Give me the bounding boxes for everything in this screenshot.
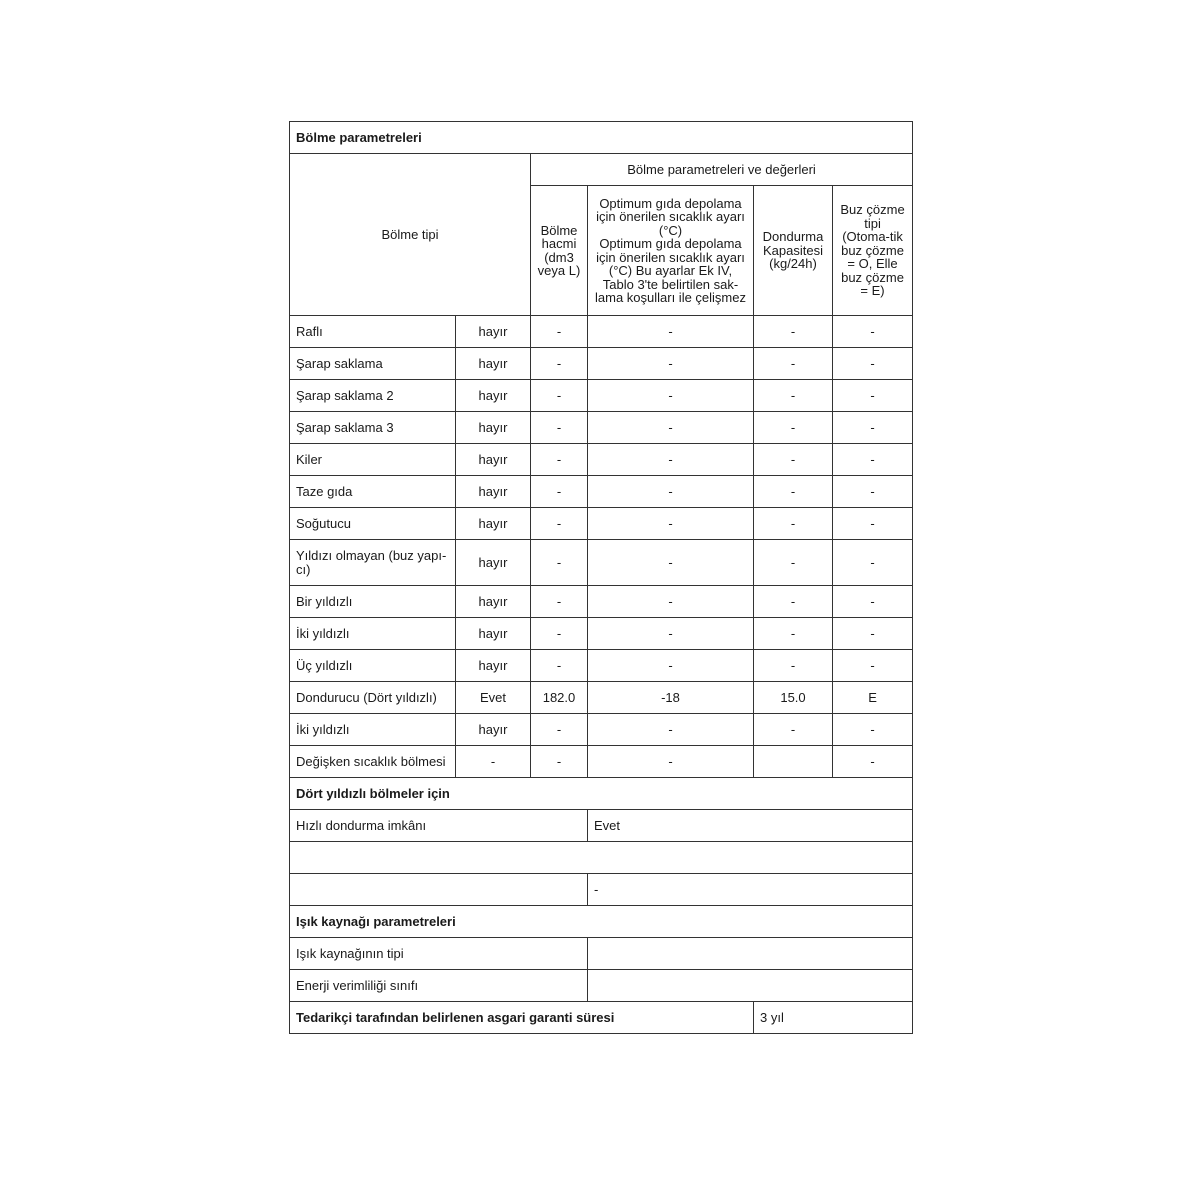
compartment-temperature: - <box>588 508 754 540</box>
compartment-present: hayır <box>456 508 531 540</box>
compartment-temperature: - <box>588 586 754 618</box>
compartment-name: Şarap saklama 3 <box>290 412 456 444</box>
compartment-present: hayır <box>456 380 531 412</box>
table-row <box>290 682 913 714</box>
compartment-volume: - <box>531 618 588 650</box>
compartment-temperature: - <box>588 714 754 746</box>
compartment-name: Üç yıldızlı <box>290 650 456 682</box>
compartment-freezing-capacity: - <box>754 476 833 508</box>
compartment-defrost-type: - <box>833 380 913 412</box>
compartment-present: Evet <box>456 682 531 714</box>
four-star-title-row <box>290 778 913 810</box>
fast-freeze-label: Hızlı dondurma imkânı <box>290 810 588 842</box>
compartment-defrost-type: - <box>833 714 913 746</box>
table-row <box>290 444 913 476</box>
compartment-name: İki yıldızlı <box>290 714 456 746</box>
temperature-header-line2: Optimum gıda depolama için önerilen sıcaklık ayarı (°C) Bu ayarlar Ek IV, Tablo 3'te belirtilen sak-lama koşulları ile çelişmez <box>595 236 746 305</box>
warranty-label: Tedarikçi tarafından belirlenen asgari garanti süresi <box>290 1002 754 1034</box>
compartment-temperature: - <box>588 444 754 476</box>
compartment-volume: 182.0 <box>531 682 588 714</box>
compartment-temperature: - <box>588 746 754 778</box>
compartment-type-header: Bölme tipi <box>290 154 531 316</box>
light-type-row <box>290 938 913 970</box>
compartment-name: Şarap saklama 2 <box>290 380 456 412</box>
section-title-row <box>290 122 913 154</box>
energy-class-value <box>588 970 913 1002</box>
table-row <box>290 618 913 650</box>
table-row <box>290 540 913 586</box>
compartment-temperature: - <box>588 540 754 586</box>
table-row <box>290 348 913 380</box>
table-row <box>290 650 913 682</box>
compartment-present: hayır <box>456 650 531 682</box>
header-row-group <box>290 154 913 186</box>
four-star-extra-label <box>290 874 588 906</box>
compartment-present: hayır <box>456 444 531 476</box>
fast-freeze-value: Evet <box>588 810 913 842</box>
compartment-name: Değişken sıcaklık bölmesi <box>290 746 456 778</box>
parameters-group-header: Bölme parametreleri ve değerleri <box>531 154 913 186</box>
compartment-defrost-type: - <box>833 508 913 540</box>
four-star-extra-value: - <box>588 874 913 906</box>
compartment-temperature: - <box>588 348 754 380</box>
compartment-defrost-type: - <box>833 412 913 444</box>
compartment-defrost-type: - <box>833 476 913 508</box>
compartment-freezing-capacity: - <box>754 412 833 444</box>
volume-header: Bölme hacmi (dm3 veya L) <box>531 186 588 316</box>
compartment-defrost-type: E <box>833 682 913 714</box>
compartment-freezing-capacity <box>754 746 833 778</box>
compartment-name: Taze gıda <box>290 476 456 508</box>
compartment-name: Bir yıldızlı <box>290 586 456 618</box>
compartment-defrost-type: - <box>833 316 913 348</box>
warranty-value: 3 yıl <box>754 1002 913 1034</box>
empty-cell <box>290 842 913 874</box>
warranty-row <box>290 1002 913 1034</box>
temperature-header <box>588 186 754 316</box>
compartment-present: hayır <box>456 586 531 618</box>
table-row <box>290 586 913 618</box>
compartment-name: Yıldızı olmayan (buz yapı-cı) <box>290 540 456 586</box>
compartment-defrost-type: - <box>833 650 913 682</box>
compartment-volume: - <box>531 650 588 682</box>
compartment-freezing-capacity: 15.0 <box>754 682 833 714</box>
compartment-temperature: - <box>588 476 754 508</box>
compartment-defrost-type: - <box>833 444 913 476</box>
compartment-volume: - <box>531 540 588 586</box>
four-star-extra-row <box>290 874 913 906</box>
compartment-freezing-capacity: - <box>754 650 833 682</box>
light-title: Işık kaynağı parametreleri <box>290 906 913 938</box>
compartment-present: - <box>456 746 531 778</box>
compartment-volume: - <box>531 348 588 380</box>
freezing-capacity-header: Dondurma Kapasitesi (kg/24h) <box>754 186 833 316</box>
table-row <box>290 508 913 540</box>
compartment-present: hayır <box>456 618 531 650</box>
compartment-volume: - <box>531 586 588 618</box>
defrost-type-header: Buz çözme tipi (Otoma-tik buz çözme = O, Elle buz çözme = E) <box>833 186 913 316</box>
compartment-name: Raflı <box>290 316 456 348</box>
compartment-present: hayır <box>456 476 531 508</box>
compartment-defrost-type: - <box>833 348 913 380</box>
compartment-freezing-capacity: - <box>754 316 833 348</box>
compartment-volume: - <box>531 746 588 778</box>
light-title-row <box>290 906 913 938</box>
compartment-name: Dondurucu (Dört yıldızlı) <box>290 682 456 714</box>
fast-freeze-row <box>290 810 913 842</box>
compartment-freezing-capacity: - <box>754 540 833 586</box>
compartment-freezing-capacity: - <box>754 508 833 540</box>
compartment-temperature: - <box>588 412 754 444</box>
table-row <box>290 412 913 444</box>
compartment-temperature: -18 <box>588 682 754 714</box>
compartment-volume: - <box>531 380 588 412</box>
compartment-defrost-type: - <box>833 618 913 650</box>
compartment-defrost-type: - <box>833 540 913 586</box>
compartment-parameters-table <box>289 121 913 1034</box>
four-star-title: Dört yıldızlı bölmeler için <box>290 778 913 810</box>
light-type-label: Işık kaynağının tipi <box>290 938 588 970</box>
table-row <box>290 476 913 508</box>
table-row <box>290 316 913 348</box>
section-title: Bölme parametreleri <box>290 122 913 154</box>
empty-row <box>290 842 913 874</box>
table-row <box>290 714 913 746</box>
compartment-volume: - <box>531 412 588 444</box>
compartment-name: Kiler <box>290 444 456 476</box>
compartment-name: Şarap saklama <box>290 348 456 380</box>
compartment-name: İki yıldızlı <box>290 618 456 650</box>
compartment-present: hayır <box>456 316 531 348</box>
energy-class-row <box>290 970 913 1002</box>
compartment-freezing-capacity: - <box>754 348 833 380</box>
compartment-freezing-capacity: - <box>754 618 833 650</box>
compartment-freezing-capacity: - <box>754 444 833 476</box>
compartment-defrost-type: - <box>833 746 913 778</box>
compartment-present: hayır <box>456 540 531 586</box>
energy-class-label: Enerji verimliliği sınıfı <box>290 970 588 1002</box>
compartment-name: Soğutucu <box>290 508 456 540</box>
compartment-temperature: - <box>588 316 754 348</box>
compartment-present: hayır <box>456 348 531 380</box>
compartment-defrost-type: - <box>833 586 913 618</box>
compartment-present: hayır <box>456 412 531 444</box>
compartment-temperature: - <box>588 380 754 412</box>
temperature-header-line1: Optimum gıda depolama için önerilen sıcaklık ayarı (°C) <box>596 195 745 238</box>
compartment-volume: - <box>531 508 588 540</box>
compartment-volume: - <box>531 316 588 348</box>
table-row <box>290 746 913 778</box>
compartment-present: hayır <box>456 714 531 746</box>
compartment-volume: - <box>531 714 588 746</box>
light-type-value <box>588 938 913 970</box>
compartment-freezing-capacity: - <box>754 380 833 412</box>
compartment-volume: - <box>531 476 588 508</box>
compartment-freezing-capacity: - <box>754 586 833 618</box>
table-row <box>290 380 913 412</box>
compartment-temperature: - <box>588 650 754 682</box>
compartment-temperature: - <box>588 618 754 650</box>
compartment-volume: - <box>531 444 588 476</box>
compartment-freezing-capacity: - <box>754 714 833 746</box>
